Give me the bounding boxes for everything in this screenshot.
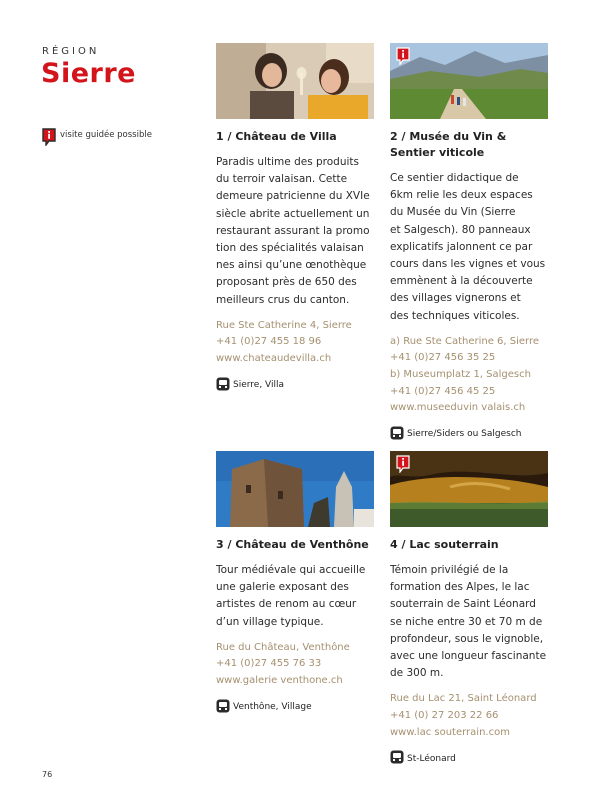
description-line: avec une longueur fascinante <box>390 650 547 663</box>
description-line: tion des spécialités valaisan <box>216 242 364 255</box>
description-line: du Musée du Vin (Sierre <box>390 206 516 219</box>
guided-visit-icon <box>396 455 410 473</box>
transport-info <box>216 377 376 394</box>
description-line: cours dans les vignes et vous <box>390 258 546 271</box>
address: Rue du Château, Venthône <box>216 641 350 653</box>
description-line: Paradis ultime des produits <box>216 156 360 168</box>
description-line: des villages vignerons et <box>390 292 521 305</box>
bus-stop-icon <box>390 750 404 767</box>
website-link[interactable]: www.galerie venthone.ch <box>216 675 343 686</box>
info-badge-icon <box>42 128 56 146</box>
photo-lac-souterrain <box>390 451 548 527</box>
description-line: Témoin privilégié de la <box>390 564 509 576</box>
description-line: souterrain de Saint Léonard <box>390 598 536 611</box>
entry-description <box>216 562 376 631</box>
page-title: Sierre <box>41 58 136 89</box>
description-line: emmènent à la découverte <box>390 275 533 288</box>
address: b) Museumplatz 1, Salgesch <box>390 369 531 381</box>
description-line: formation des Alpes, le lac <box>390 581 530 594</box>
website-link[interactable]: www.museeduvin valais.ch <box>390 402 526 414</box>
description-line: d’un village typique. <box>216 615 324 628</box>
entry-description <box>390 170 565 325</box>
address: a) Rue Ste Catherine 6, Sierre <box>390 335 540 347</box>
description-line: proposant près de 650 des <box>216 276 357 289</box>
guided-visit-icon <box>396 47 410 65</box>
description-line: restaurant assurant la promo <box>216 224 370 237</box>
entry-title: 2 / Musée du Vin & Sentier viticole <box>390 130 507 159</box>
entry-lac-souterrain <box>390 537 565 767</box>
description-line: profondeur, sous le vignoble, <box>390 632 544 645</box>
photo-chateau-de-venthone <box>216 451 374 527</box>
phone: +41 (0)27 456 45 25 <box>390 385 496 397</box>
transport-info <box>216 699 376 716</box>
description-line: demeure patricienne du XVIe <box>216 190 370 203</box>
address: Rue du Lac 21, Saint Léonard <box>390 693 537 705</box>
description-line: des techniques viticoles. <box>390 309 520 322</box>
entry-description <box>390 562 565 682</box>
entry-description <box>216 154 376 309</box>
description-line: Ce sentier didactique de <box>390 172 519 184</box>
transport-info <box>390 426 565 443</box>
entry-contact <box>390 334 565 417</box>
description-line: Tour médiévale qui accueille <box>216 564 366 576</box>
description-line: de 300 m. <box>390 667 444 680</box>
website-link[interactable]: www.lac souterrain.com <box>390 726 510 738</box>
description-line: meilleurs crus du canton. <box>216 293 350 306</box>
bus-stop-name: St-Léonard <box>407 753 456 764</box>
phone: +41 (0)27 455 18 96 <box>216 336 322 348</box>
bus-stop-name: Sierre, Villa <box>233 380 285 391</box>
page-number: 76 <box>42 770 53 779</box>
address: Rue Ste Catherine 4, Sierre <box>216 319 352 331</box>
description-line: se niche entre 30 et 70 m de <box>390 615 543 628</box>
description-line: nes ainsi qu’une œnothèque <box>216 259 367 272</box>
phone: +41 (0)27 455 76 33 <box>216 658 322 670</box>
photo-chateau-de-villa <box>216 43 374 119</box>
entry-contact <box>216 318 376 368</box>
phone: +41 (0)27 456 35 25 <box>390 352 496 364</box>
legend-text: visite guidée possible <box>60 130 152 140</box>
phone: +41 (0) 27 203 22 66 <box>390 710 499 722</box>
entry-title: 3 / Château de Venthône <box>216 538 369 551</box>
entry-musee-du-vin <box>390 129 565 443</box>
entry-chateau-de-villa <box>216 129 376 394</box>
website-link[interactable]: www.chateaudevilla.ch <box>216 353 332 365</box>
bus-stop-icon <box>216 377 230 394</box>
legend <box>42 128 152 146</box>
description-line: explicatifs jalonnent ce par <box>390 240 533 253</box>
description-line: artistes de renom au cœur <box>216 598 357 611</box>
entry-contact <box>216 640 376 690</box>
bus-stop-name: Sierre/Siders ou Salgesch <box>407 429 522 440</box>
bus-stop-icon <box>216 699 230 716</box>
entry-title: 1 / Château de Villa <box>216 130 337 143</box>
description-line: du terroir valaisan. Cette <box>216 173 348 186</box>
description-line: 6km relie les deux espaces <box>390 189 533 202</box>
bus-stop-name: Venthône, Village <box>233 702 312 713</box>
description-line: et Salgesch). 80 panneaux <box>390 223 531 236</box>
entry-chateau-de-venthone <box>216 537 376 716</box>
transport-info <box>390 750 565 767</box>
entry-contact <box>390 691 565 741</box>
description-line: siècle abrite actuellement un <box>216 207 370 220</box>
bus-stop-icon <box>390 426 404 443</box>
description-line: une galerie exposant des <box>216 581 349 594</box>
entry-title: 4 / Lac souterrain <box>390 538 499 551</box>
region-label: RÉGION <box>42 46 100 57</box>
photo-sentier-viticole <box>390 43 548 119</box>
